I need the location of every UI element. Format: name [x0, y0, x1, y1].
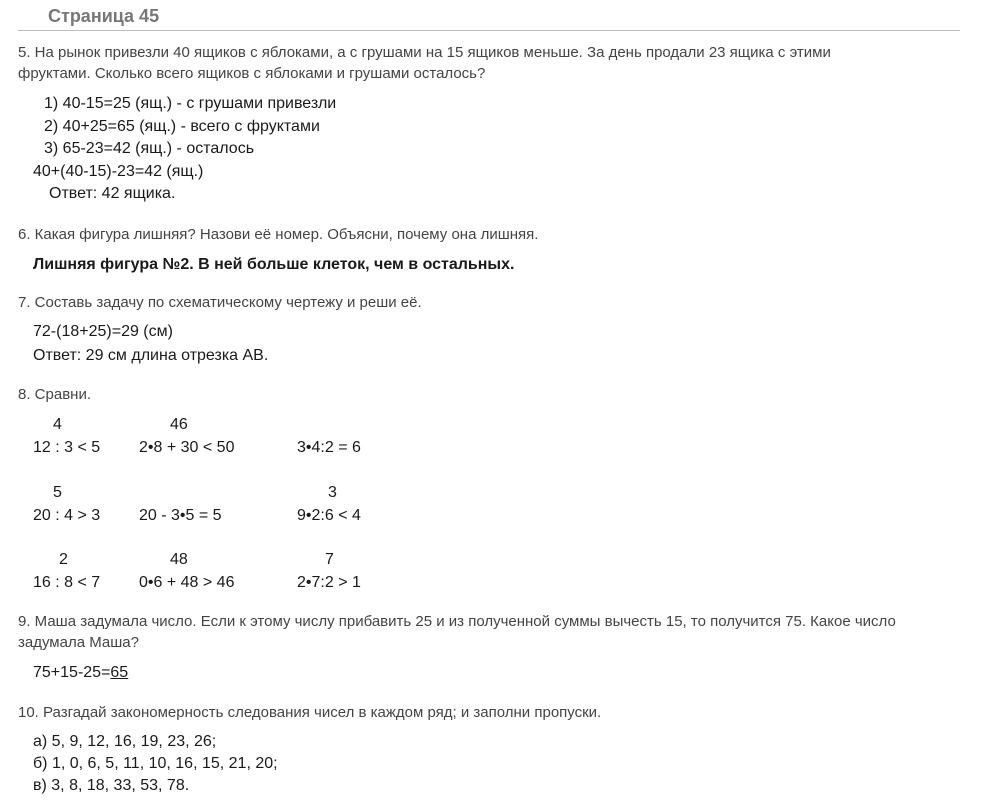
- task7-question: 7. Составь задачу по схематическому чертежу и реши её.: [18, 294, 422, 311]
- task8-row1-expr-1: 12 : 3 < 5: [33, 439, 101, 456]
- task8-row1-hint-1: 4: [53, 416, 62, 433]
- task9-solution-prefix: 75+15-25=: [33, 664, 111, 681]
- task8-row1-hint-2: 46: [170, 416, 188, 433]
- task6-question: 6. Какая фигура лишняя? Назови её номер. Объясни, почему она лишняя.: [18, 226, 539, 243]
- page-title: Страница 45: [48, 6, 160, 26]
- task8-row3-expr-3: 2•7:2 > 1: [297, 574, 361, 591]
- task5-step-1: 1) 40-15=25 (ящ.) - с грушами привезли: [44, 95, 337, 112]
- title-divider: [18, 30, 960, 31]
- task9-solution-result: 65: [110, 664, 129, 681]
- task8-row2-hint-1: 5: [53, 484, 62, 501]
- task5-step-2: 2) 40+25=65 (ящ.) - всего с фруктами: [44, 118, 320, 135]
- task8-row2-hint-3: 3: [328, 484, 337, 501]
- task8-row3-expr-2: 0•6 + 48 > 46: [139, 574, 235, 591]
- task5-step-3: 3) 65-23=42 (ящ.) - осталось: [44, 140, 255, 157]
- task7-solution: 72-(18+25)=29 (см): [33, 323, 173, 340]
- task8-row1-expr-3: 3•4:2 = 6: [297, 439, 361, 456]
- task5-question-line1: 5. На рынок привезли 40 ящиков с яблоками, а с грушами на 15 ящиков меньше. За день продали 23 ящика с этими: [18, 44, 831, 61]
- task8-row3-hint-3: 7: [325, 551, 334, 568]
- task8-row3-expr-1: 16 : 8 < 7: [33, 574, 101, 591]
- task5-question-line2: фруктами. Сколько всего ящиков с яблоками и грушами осталось?: [18, 65, 486, 82]
- task8-row2-expr-3: 9•2:6 < 4: [297, 507, 361, 524]
- task8-row1-expr-2: 2•8 + 30 < 50: [139, 439, 235, 456]
- task8-row2-expr-2: 20 - 3•5 = 5: [139, 507, 222, 524]
- task5-answer: Ответ: 42 ящика.: [49, 185, 176, 202]
- task10-row-b: б) 1, 0, 6, 5, 11, 10, 16, 15, 21, 20;: [33, 755, 278, 772]
- task8-question: 8. Сравни.: [18, 386, 91, 403]
- task10-row-c: в) 3, 8, 18, 33, 53, 78.: [33, 777, 190, 794]
- task10-question: 10. Разгадай закономерность следования чисел в каждом ряд; и заполни пропуски.: [18, 704, 602, 721]
- task8-row3-hint-2: 48: [170, 551, 188, 568]
- task5-expression: 40+(40-15)-23=42 (ящ.): [33, 163, 204, 180]
- task9-solution: [33, 664, 128, 682]
- task9-question-line1: 9. Маша задумала число. Если к этому числу прибавить 25 и из полученной суммы вычесть 15, то получится 75. Какое число: [18, 613, 896, 630]
- task6-answer: Лишняя фигура №2. В ней больше клеток, чем в остальных.: [33, 256, 515, 273]
- task9-question-line2: задумала Маша?: [18, 634, 139, 651]
- task10-row-a: а) 5, 9, 12, 16, 19, 23, 26;: [33, 733, 217, 750]
- task8-row2-expr-1: 20 : 4 > 3: [33, 507, 101, 524]
- task8-row3-hint-1: 2: [59, 551, 68, 568]
- task7-answer: Ответ: 29 см длина отрезка АВ.: [33, 347, 269, 364]
